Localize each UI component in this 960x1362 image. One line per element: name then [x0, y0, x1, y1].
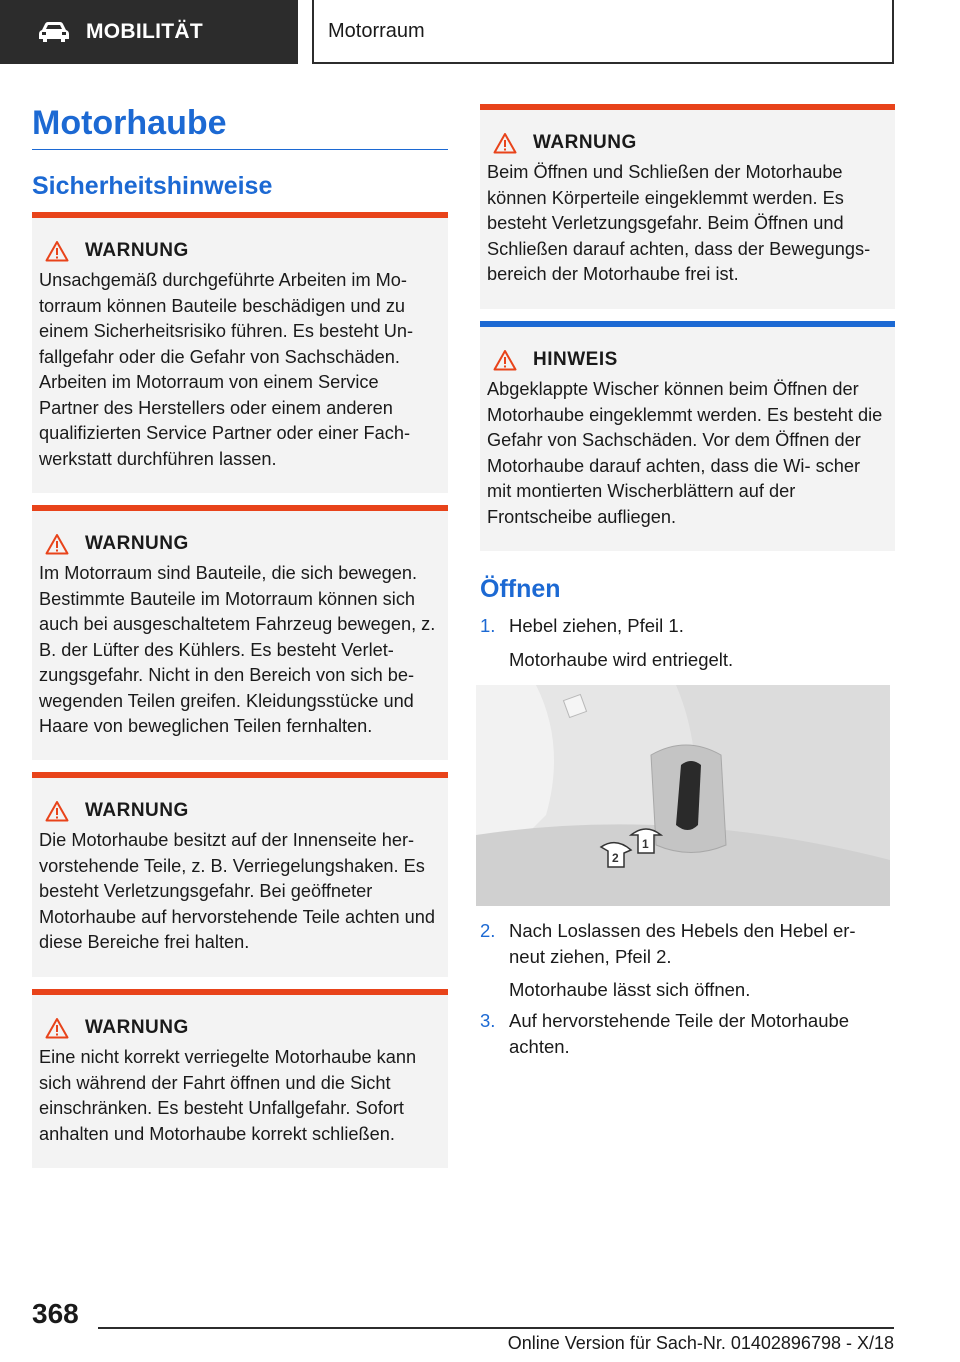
warning-label: WARNUNG	[85, 800, 189, 821]
step-item	[480, 1008, 890, 1059]
warning-text: Die Motorhaube besitzt auf der Innenseite her‐ vorstehende Teile, z. B. Verriegelungshaken. Es besteht Verletzungsgefahr. Bei geöffneter Motorhaube auf hervorstehende Teile achten und diese Bereiche frei halten.	[39, 830, 436, 952]
car-icon	[38, 21, 70, 43]
warning-text: Eine nicht korrekt verriegelte Motorhaube kann sich während der Fahrt öffnen und die Sicht einschränken. Es besteht Unfallgefahr. Sofort anhalten und Motorhaube korrekt schließen.	[39, 1047, 417, 1144]
page-number: 368	[32, 1298, 79, 1329]
section-heading: Sicherheitshinweise	[32, 172, 273, 200]
chapter-tab	[0, 0, 298, 64]
section-title-box	[312, 0, 894, 64]
warning-box	[32, 772, 448, 977]
warning-label: WARNUNG	[85, 1017, 189, 1038]
warning-triangle-icon	[45, 1017, 69, 1039]
chapter-title: MOBILITÄT	[86, 20, 204, 43]
step-number: 1.	[480, 615, 496, 636]
step-item	[480, 613, 890, 672]
warning-label: WARNUNG	[85, 240, 189, 261]
step-result: Motorhaube wird entriegelt.	[509, 648, 734, 670]
step-text: Hebel ziehen, Pfeil 1.	[509, 615, 684, 636]
warning-triangle-icon	[493, 132, 517, 154]
section-title: Motorraum	[328, 19, 425, 42]
step-item	[480, 918, 890, 1003]
warning-text: Im Motorraum sind Bauteile, die sich bewegen. Bestimmte Bauteile im Motorraum können sich auch bei ausgeschaltetem Fahrzeug bewegen, z. B. der Lüfter des Kühlers. Es besteht Verlet‐ zungsgefahr. Nicht in den Bereich von sich be‐ wegenden Teilen greifen. Kleidungsstücke und Haare von beweglichen Teilen fernhalten.	[39, 563, 436, 736]
warning-triangle-icon	[493, 349, 517, 371]
warning-label: WARNUNG	[85, 533, 189, 554]
notice-label: HINWEIS	[533, 349, 618, 370]
warning-triangle-icon	[45, 533, 69, 555]
step-text: Auf hervorstehende Teile der Motorhaube achten.	[509, 1010, 850, 1057]
notice-text: Abgeklappte Wischer können beim Öffnen der Motorhaube eingeklemmt werden. Es besteht die Gefahr von Sachschäden. Vor dem Öffnen der Motorhaube darauf achten, dass die Wi‐ scher mit montierten Wischerblättern auf der Frontscheibe aufliegen.	[487, 379, 883, 527]
warning-label: WARNUNG	[533, 132, 637, 153]
step-text: Nach Loslassen des Hebels den Hebel er‐ neut ziehen, Pfeil 2.	[509, 920, 856, 967]
warning-triangle-icon	[45, 800, 69, 822]
warning-box	[32, 212, 448, 493]
warning-box	[480, 104, 895, 309]
lever-illustration	[476, 685, 890, 906]
warning-text: Beim Öffnen und Schließen der Motorhaube können Körperteile eingeklemmt werden. Es besteht Verletzungsgefahr. Beim Öffnen und Schließen darauf achten, dass der Bewegungs‐ bereich der Motorhaube frei ist.	[487, 162, 871, 284]
step-number: 2.	[480, 920, 496, 941]
warning-box	[32, 505, 448, 760]
warning-box	[32, 989, 448, 1168]
step-result: Motorhaube lässt sich öffnen.	[509, 979, 751, 1000]
section-heading: Öffnen	[480, 575, 561, 603]
footer-divider	[98, 1327, 894, 1329]
page-title: Motorhaube	[32, 104, 448, 150]
arrow-label-1: 1	[642, 837, 649, 851]
warning-triangle-icon	[45, 240, 69, 262]
hood-release-lever-image	[476, 685, 890, 906]
online-version-link[interactable]: Online Version für Sach-Nr. 01402896798 - X/18	[507, 1333, 894, 1353]
step-number: 3.	[480, 1010, 496, 1031]
warning-text: Unsachgemäß durchgeführte Arbeiten im Mo‐ torraum können Bauteile beschädigen und zu einem Sicherheitsrisiko führen. Es besteht Un‐ fallgefahr oder die Gefahr von Sachschäden. Arbeiten im Motorraum von einem Service Partner des Herstellers oder einem anderen qualifizierten Service Partner oder einer Fach‐ werkstatt durchführen lassen.	[39, 270, 414, 469]
arrow-label-2: 2	[612, 851, 619, 865]
notice-box	[480, 321, 895, 551]
